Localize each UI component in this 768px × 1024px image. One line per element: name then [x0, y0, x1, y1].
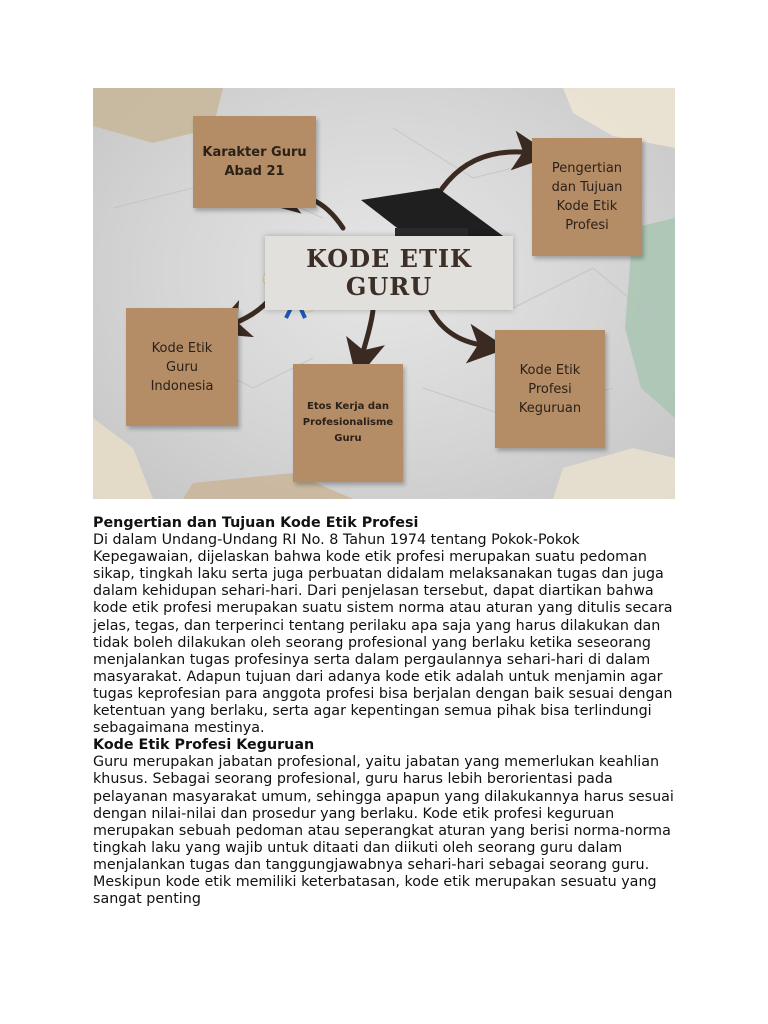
mind-map-image — [93, 88, 675, 499]
arrow-to-keguruan — [431, 310, 488, 346]
section-body-keguruan: Guru merupakan jabatan profesional, yaitu jabatan yang memerlukan keahlian khusus. Sebagai seorang profesional, guru harus lebih berorientasi pada pelayanan masyarakat umum, sehingga apapun yang dilakukannya harus sesuai dengan nilai-nilai dan prosedur yang berlaku. Kode etik profesi keguruan merupakan sebuah pedoman atau seperangkat aturan yang berisi norma-norma tingkah laku yang wajib untuk ditaati dan diikuti oleh seorang guru dalam menjalankan tugas dan tanggungjawabnya sehari-hari sebagai seorang guru. Meskipun kode etik memiliki keterbatasan, kode etik merupakan sesuatu yang sangat penting — [93, 754, 674, 908]
note-keguruan-label: Kode Etik Profesi Keguruan — [518, 362, 582, 416]
note-kode-etik-guru-indonesia — [126, 308, 238, 426]
note-karakter-guru — [193, 116, 316, 208]
note-pengertian-tujuan — [532, 138, 642, 256]
center-title: KODE ETIK GURU — [306, 244, 472, 301]
note-pengertian-label: Pengertian dan Tujuan Kode Etik Profesi — [551, 161, 623, 233]
section-heading-pengertian: Pengertian dan Tujuan Kode Etik Profesi — [93, 515, 419, 531]
section-body-pengertian: Di dalam Undang-Undang RI No. 8 Tahun 1974 tentang Pokok-Pokok Kepegawaian, dijelaskan bahwa kode etik profesi merupakan suatu pedoman sikap, tingkah laku serta juga perbuatan didalam melaksanakan tugas dan juga dalam kehidupan sehari-hari. Dari penjelasan tersebut, dapat diartikan bahwa kode etik profesi merupakan suatu sistem norma atau aturan yang ditulis secara jelas, tegas, dan terperinci tentang perilaku apa saja yang harus dilakukan dan tidak boleh dilakukan oleh seorang profesional yang berlaku ketika seseorang menjalankan tugas profesinya serta dalam pergaulannya sehari-hari di dalam masyarakat. Adapun tujuan dari adanya kode etik adalah untuk menjamin agar tugas keprofesian para anggota profesi bisa berjalan dengan baik sesuai dengan ketentuan yang berlaku, serta agar kepentingan semua pihak bisa terlindungi sebagaimana mestinya. — [93, 532, 673, 737]
center-title-card — [265, 236, 513, 310]
note-etos-kerja — [293, 364, 403, 482]
article-text — [93, 515, 683, 908]
note-indonesia-label: Kode Etik Guru Indonesia — [150, 340, 214, 394]
note-kode-etik-keguruan — [495, 330, 605, 448]
section-heading-keguruan: Kode Etik Profesi Keguruan — [93, 737, 315, 754]
note-etos-label: Etos Kerja dan Profesionalisme Guru — [302, 401, 394, 444]
arrow-to-etos — [361, 310, 373, 360]
note-karakter-guru-label: Karakter Guru Abad 21 — [202, 145, 307, 179]
